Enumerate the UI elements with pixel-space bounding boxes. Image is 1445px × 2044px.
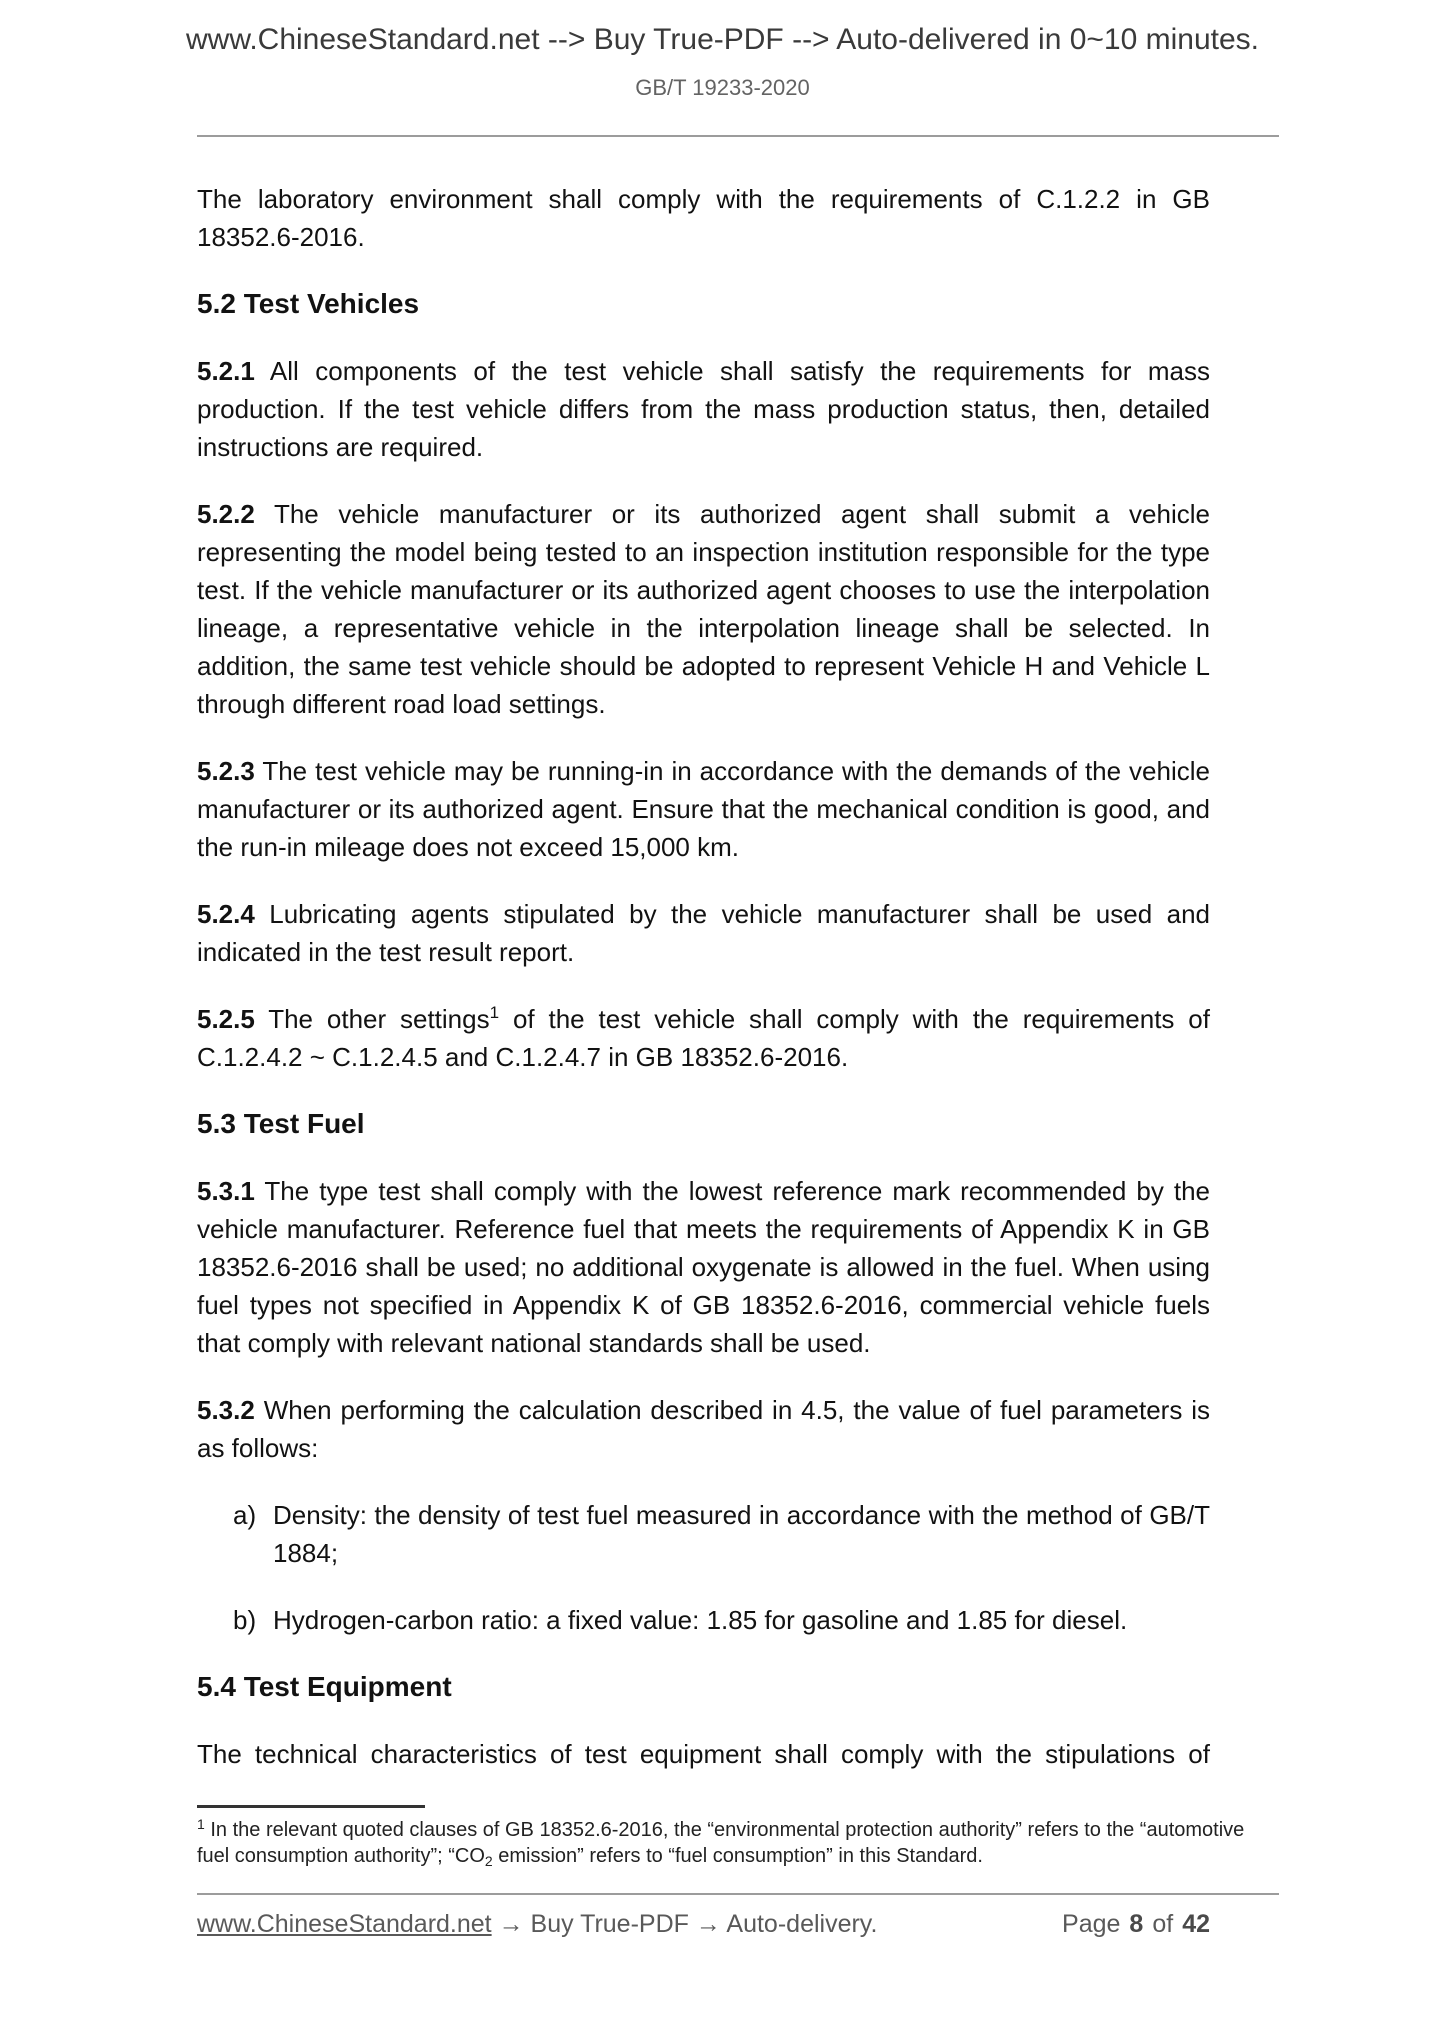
- clause-number: 5.3.1: [197, 1176, 255, 1206]
- header-note: www.ChineseStandard.net --> Buy True-PDF --> Auto-delivered in 0~10 minutes.: [185, 23, 1260, 56]
- list-marker: a): [233, 1500, 257, 1530]
- clause-text: All components of the test vehicle shall satisfy the requirements for mass production. If the test vehicle differs from the mass production status, then, detailed instructions are required.: [197, 356, 1210, 462]
- footnote: [197, 1805, 1247, 1869]
- footer-link[interactable]: www.ChineseStandard.net: [197, 1910, 492, 1938]
- header-divider: [197, 135, 1279, 137]
- clause-text: When performing the calculation described in 4.5, the value of fuel parameters is as follows:: [197, 1395, 1210, 1463]
- clause-text: The test vehicle may be running-in in accordance with the demands of the vehicle manufacturer or its authorized agent. Ensure that the mechanical condition is good, and the run-in mileage does not exceed 15,000 km.: [197, 756, 1210, 862]
- clause-number: 5.2.2: [197, 499, 255, 529]
- footnote-text: [197, 1817, 1247, 1869]
- clause-number: 5.2.5: [197, 1004, 255, 1034]
- page-total: 42: [1182, 1910, 1210, 1938]
- paragraph-5-2-5: [197, 1000, 1210, 1076]
- footnote-divider: [197, 1805, 425, 1808]
- footer-divider: [197, 1893, 1279, 1895]
- clause-text: Lubricating agents stipulated by the vehicle manufacturer shall be used and indicated in the test result report.: [197, 899, 1210, 967]
- page-header: [0, 21, 1445, 103]
- footnote-ref: 1: [489, 1003, 500, 1022]
- paragraph-intro: The laboratory environment shall comply with the requirements of C.1.2.2 in GB 18352.6-2016.: [197, 184, 1210, 252]
- paragraph-5-2-4: [197, 895, 1210, 971]
- paragraph-5-3-2: [197, 1391, 1210, 1467]
- footnote-body-tail: emission” refers to “fuel consumption” in this Standard.: [492, 1845, 983, 1867]
- clause-text: of the test vehicle shall comply with the requirements of C.1.2.4.2 ~ C.1.2.4.5 and C.1.2.4.7 in GB 18352.6-2016.: [197, 1004, 1210, 1072]
- footer-left: [197, 1907, 877, 1941]
- doc-number: GB/T 19233-2020: [635, 75, 810, 100]
- paragraph-5-2-2: [197, 495, 1210, 723]
- clause-text: The other settings: [268, 1004, 490, 1034]
- paragraph-5-2-1: [197, 352, 1210, 466]
- page-label: Page: [1062, 1910, 1121, 1938]
- clause-number: 5.2.3: [197, 756, 255, 786]
- list-item-b: [197, 1601, 1210, 1639]
- section-heading-5-3: 5.3 Test Fuel: [197, 1108, 365, 1139]
- list-item-text: Density: the density of test fuel measured in accordance with the method of GB/T 1884;: [273, 1500, 1210, 1568]
- footnote-marker: 1: [197, 1816, 205, 1832]
- list-item-text: Hydrogen-carbon ratio: a fixed value: 1.85 for gasoline and 1.85 for diesel.: [273, 1605, 1128, 1635]
- page-indicator: [1062, 1907, 1210, 1941]
- paragraph-5-3-1: [197, 1172, 1210, 1362]
- footnote-body: In the relevant quoted clauses of GB 18352.6-2016, the “environmental protection authority” refers to the “automotive fuel consumption authority”; “CO: [197, 1819, 1245, 1867]
- clause-number: 5.2.4: [197, 899, 255, 929]
- page-current: 8: [1129, 1910, 1144, 1938]
- paragraph-5-4: The technical characteristics of test equipment shall comply with the stipulations of: [197, 1739, 1210, 1769]
- section-heading-5-4: 5.4 Test Equipment: [197, 1671, 452, 1702]
- list-item-a: [197, 1496, 1210, 1572]
- footer-tagline: → Buy True-PDF → Auto-delivery.: [498, 1910, 878, 1938]
- clause-number: 5.2.1: [197, 356, 255, 386]
- section-heading-5-2: 5.2 Test Vehicles: [197, 288, 420, 319]
- clause-text: The type test shall comply with the lowest reference mark recommended by the vehicle manufacturer. Reference fuel that meets the requirements of Appendix K in GB 18352.6-2016 shall be used; no additional oxygenate is allowed in the fuel. When using fuel types not specified in Appendix K of GB 18352.6-2016, commercial vehicle fuels that comply with relevant national standards shall be used.: [197, 1176, 1210, 1358]
- of-label: of: [1152, 1910, 1174, 1938]
- clause-text: The vehicle manufacturer or its authorized agent shall submit a vehicle representing the model being tested to an inspection institution responsible for the type test. If the vehicle manufacturer or its authorized agent chooses to use the interpolation lineage, a representative vehicle in the interpolation lineage shall be selected. In addition, the same test vehicle should be adopted to represent Vehicle H and Vehicle L through different road load settings.: [197, 499, 1210, 719]
- document-body: [197, 180, 1210, 1802]
- list-marker: b): [233, 1605, 257, 1635]
- clause-number: 5.3.2: [197, 1395, 255, 1425]
- co2-subscript: 2: [484, 1853, 493, 1869]
- page-footer: [197, 1907, 1210, 1941]
- paragraph-5-2-3: [197, 752, 1210, 866]
